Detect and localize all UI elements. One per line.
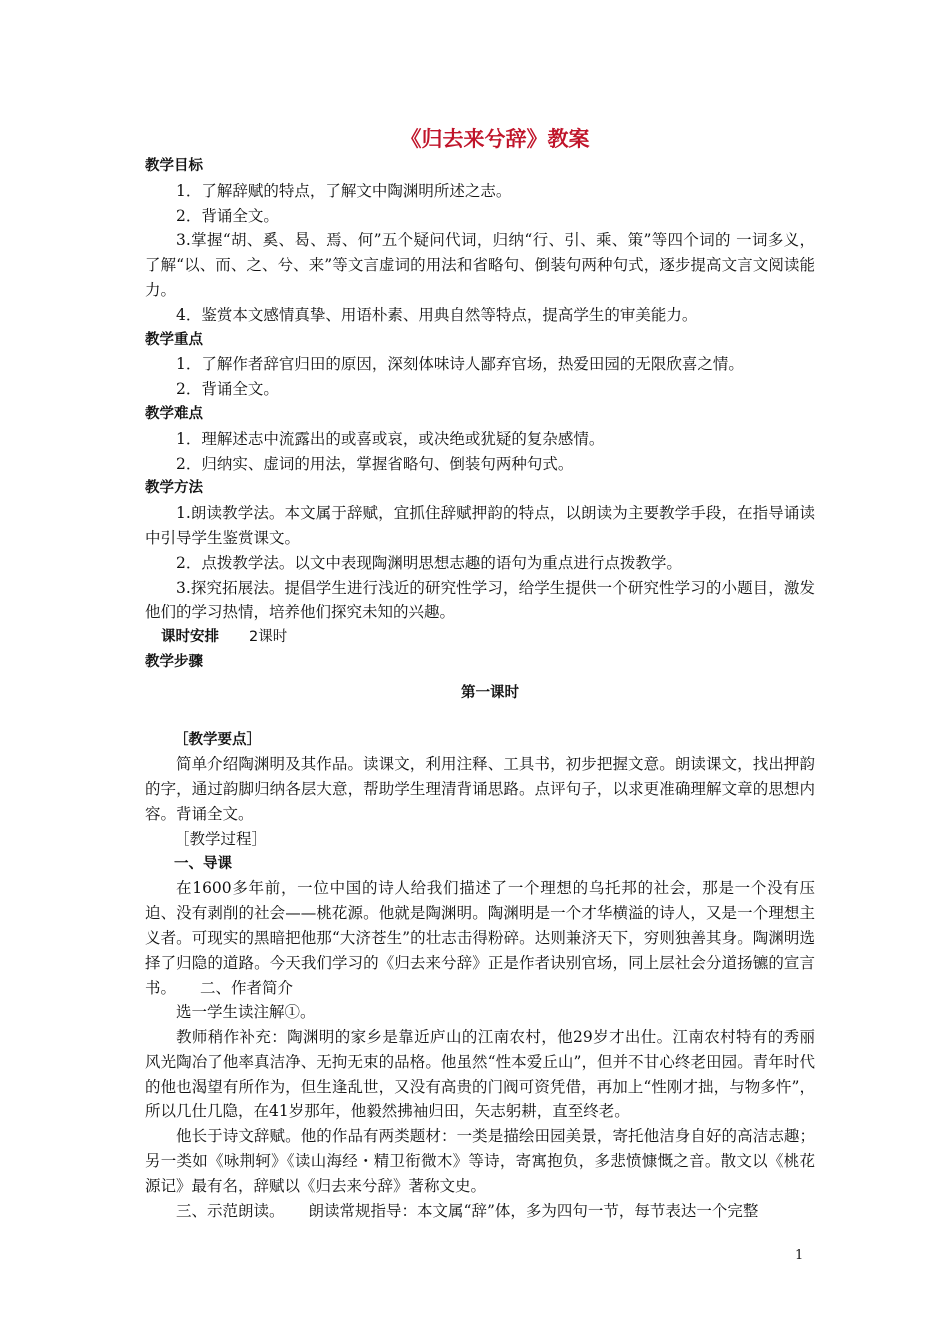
focus-item: 2．背诵全文。	[176, 380, 279, 399]
page-number: 1	[795, 1248, 804, 1263]
document-body	[145, 124, 815, 1223]
key-points-text: 简单介绍陶渊明及其作品。读课文，利用注释、工具书，初步把握文意。朗读课文，找出押韵的字，通过韵脚归纳各层大意，帮助学生理清背诵思路。点评句子，以求更准确理解文章的思想内容。背诵全文。	[145, 755, 815, 823]
schedule-line	[161, 625, 815, 650]
method-item: 2．点拨教学法。以文中表现陶渊明思想志趣的语句为重点进行点拨教学。	[176, 553, 682, 572]
goal-item: 4．鉴赏本文感情真挚、用语朴素、用典自然等特点，提高学生的审美能力。	[176, 305, 698, 324]
reading-line	[145, 1199, 815, 1224]
focus-item: 1．了解作者辞官归田的原因，深刻体味诗人鄙弃官场，热爱田园的无限欣喜之情。	[176, 355, 744, 374]
intro-body: 在1600多年前，一位中国的诗人给我们描述了一个理想的乌托邦的社会，那是一个没有压迫、没有剥削的社会——桃花源。他就是陶渊明。陶渊明是一个才华横溢的诗人，又是一个理想主义者。可现实的黑暗把他那“大济苍生”的壮志击得粉碎。达则兼济天下，穷则独善其身。陶渊明选择了归隐的道路。今天我们学习的《归去来兮辞》正是作者诀别官场，同上层社会分道扬镳的宣言书。	[145, 879, 815, 997]
process-label: ［教学过程］	[174, 829, 268, 848]
goals-heading: 教学目标	[145, 158, 203, 174]
schedule-value: 2课时	[249, 629, 288, 646]
key-points-label: ［教学要点］	[174, 731, 261, 748]
focus-heading: 教学重点	[145, 331, 203, 348]
difficulty-item: 1．理解述志中流露出的或喜或哀，或决绝或犹疑的复杂感情。	[176, 429, 605, 448]
intro-text	[145, 876, 815, 1000]
author-line: 选一学生读注解①。	[176, 1003, 316, 1022]
method-item: 1.朗读教学法。本文属于辞赋，宜抓住辞赋押韵的特点，以朗读为主要教学手段，在指导诵读中引导学生鉴赏课文。	[145, 504, 815, 547]
author-heading: 二、作者简介	[200, 978, 294, 997]
works-text: 他长于诗文辞赋。他的作品有两类题材：一类是描绘田园美景，寄托他洁身自好的高洁志趣；另一类如《咏荆轲》《读山海经・精卫衔微木》等诗，寄寓抱负，多悲愤慷慨之音。散文以《桃花源记》最有名，辞赋以《归去来兮辞》著称文史。	[145, 1127, 815, 1195]
document-title: 《归去来兮辞》教案	[400, 126, 590, 151]
schedule-label: 课时安排	[161, 629, 219, 646]
intro-heading: 一、导课	[174, 855, 232, 872]
difficulty-heading: 教学难点	[145, 405, 203, 422]
goal-item: 2．背诵全文。	[176, 206, 279, 225]
goal-item: 3.掌握“胡、奚、曷、焉、何”五个疑问代词，归纳“行、引、乘、策”等四个词的 一词多义，了解“以、而、之、兮、来”等文言虚词的用法和省略句、倒装句两种句式，逐步提高文言文阅读能力。	[145, 231, 815, 299]
method-item: 3.探究拓展法。提倡学生进行浅近的研究性学习，给学生提供一个研究性学习的小题目，激发他们的学习热情，培养他们探究未知的兴趣。	[145, 578, 815, 622]
lesson-heading: 第一课时	[461, 684, 519, 701]
methods-heading: 教学方法	[145, 480, 203, 497]
goal-item: 1．了解辞赋的特点，了解文中陶渊明所述之志。	[176, 181, 512, 200]
steps-heading: 教学步骤	[145, 653, 203, 670]
reading-text: 朗读常规指导：本文属“辞”体，多为四句一节，每节表达一个完整	[308, 1201, 759, 1220]
reading-heading: 三、示范朗读。	[176, 1201, 285, 1220]
difficulty-item: 2．归纳实、虚词的用法，掌握省略句、倒装句两种句式。	[176, 454, 574, 473]
teacher-supplement: 教师稍作补充：陶渊明的家乡是靠近庐山的江南农村，他29岁才出仕。江南农村特有的秀丽风光陶冶了他率真洁净、无拘无束的品格。他虽然“性本爱丘山”，但并不甘心终老田园。青年时代的他也渴望有所作为，但生逢乱世，又没有高贵的门阀可资凭借，再加上“性刚才拙，与物多忤”，所以几仕几隐，在41岁那年，他毅然拂袖归田，矢志躬耕，直至终老。	[145, 1028, 815, 1121]
